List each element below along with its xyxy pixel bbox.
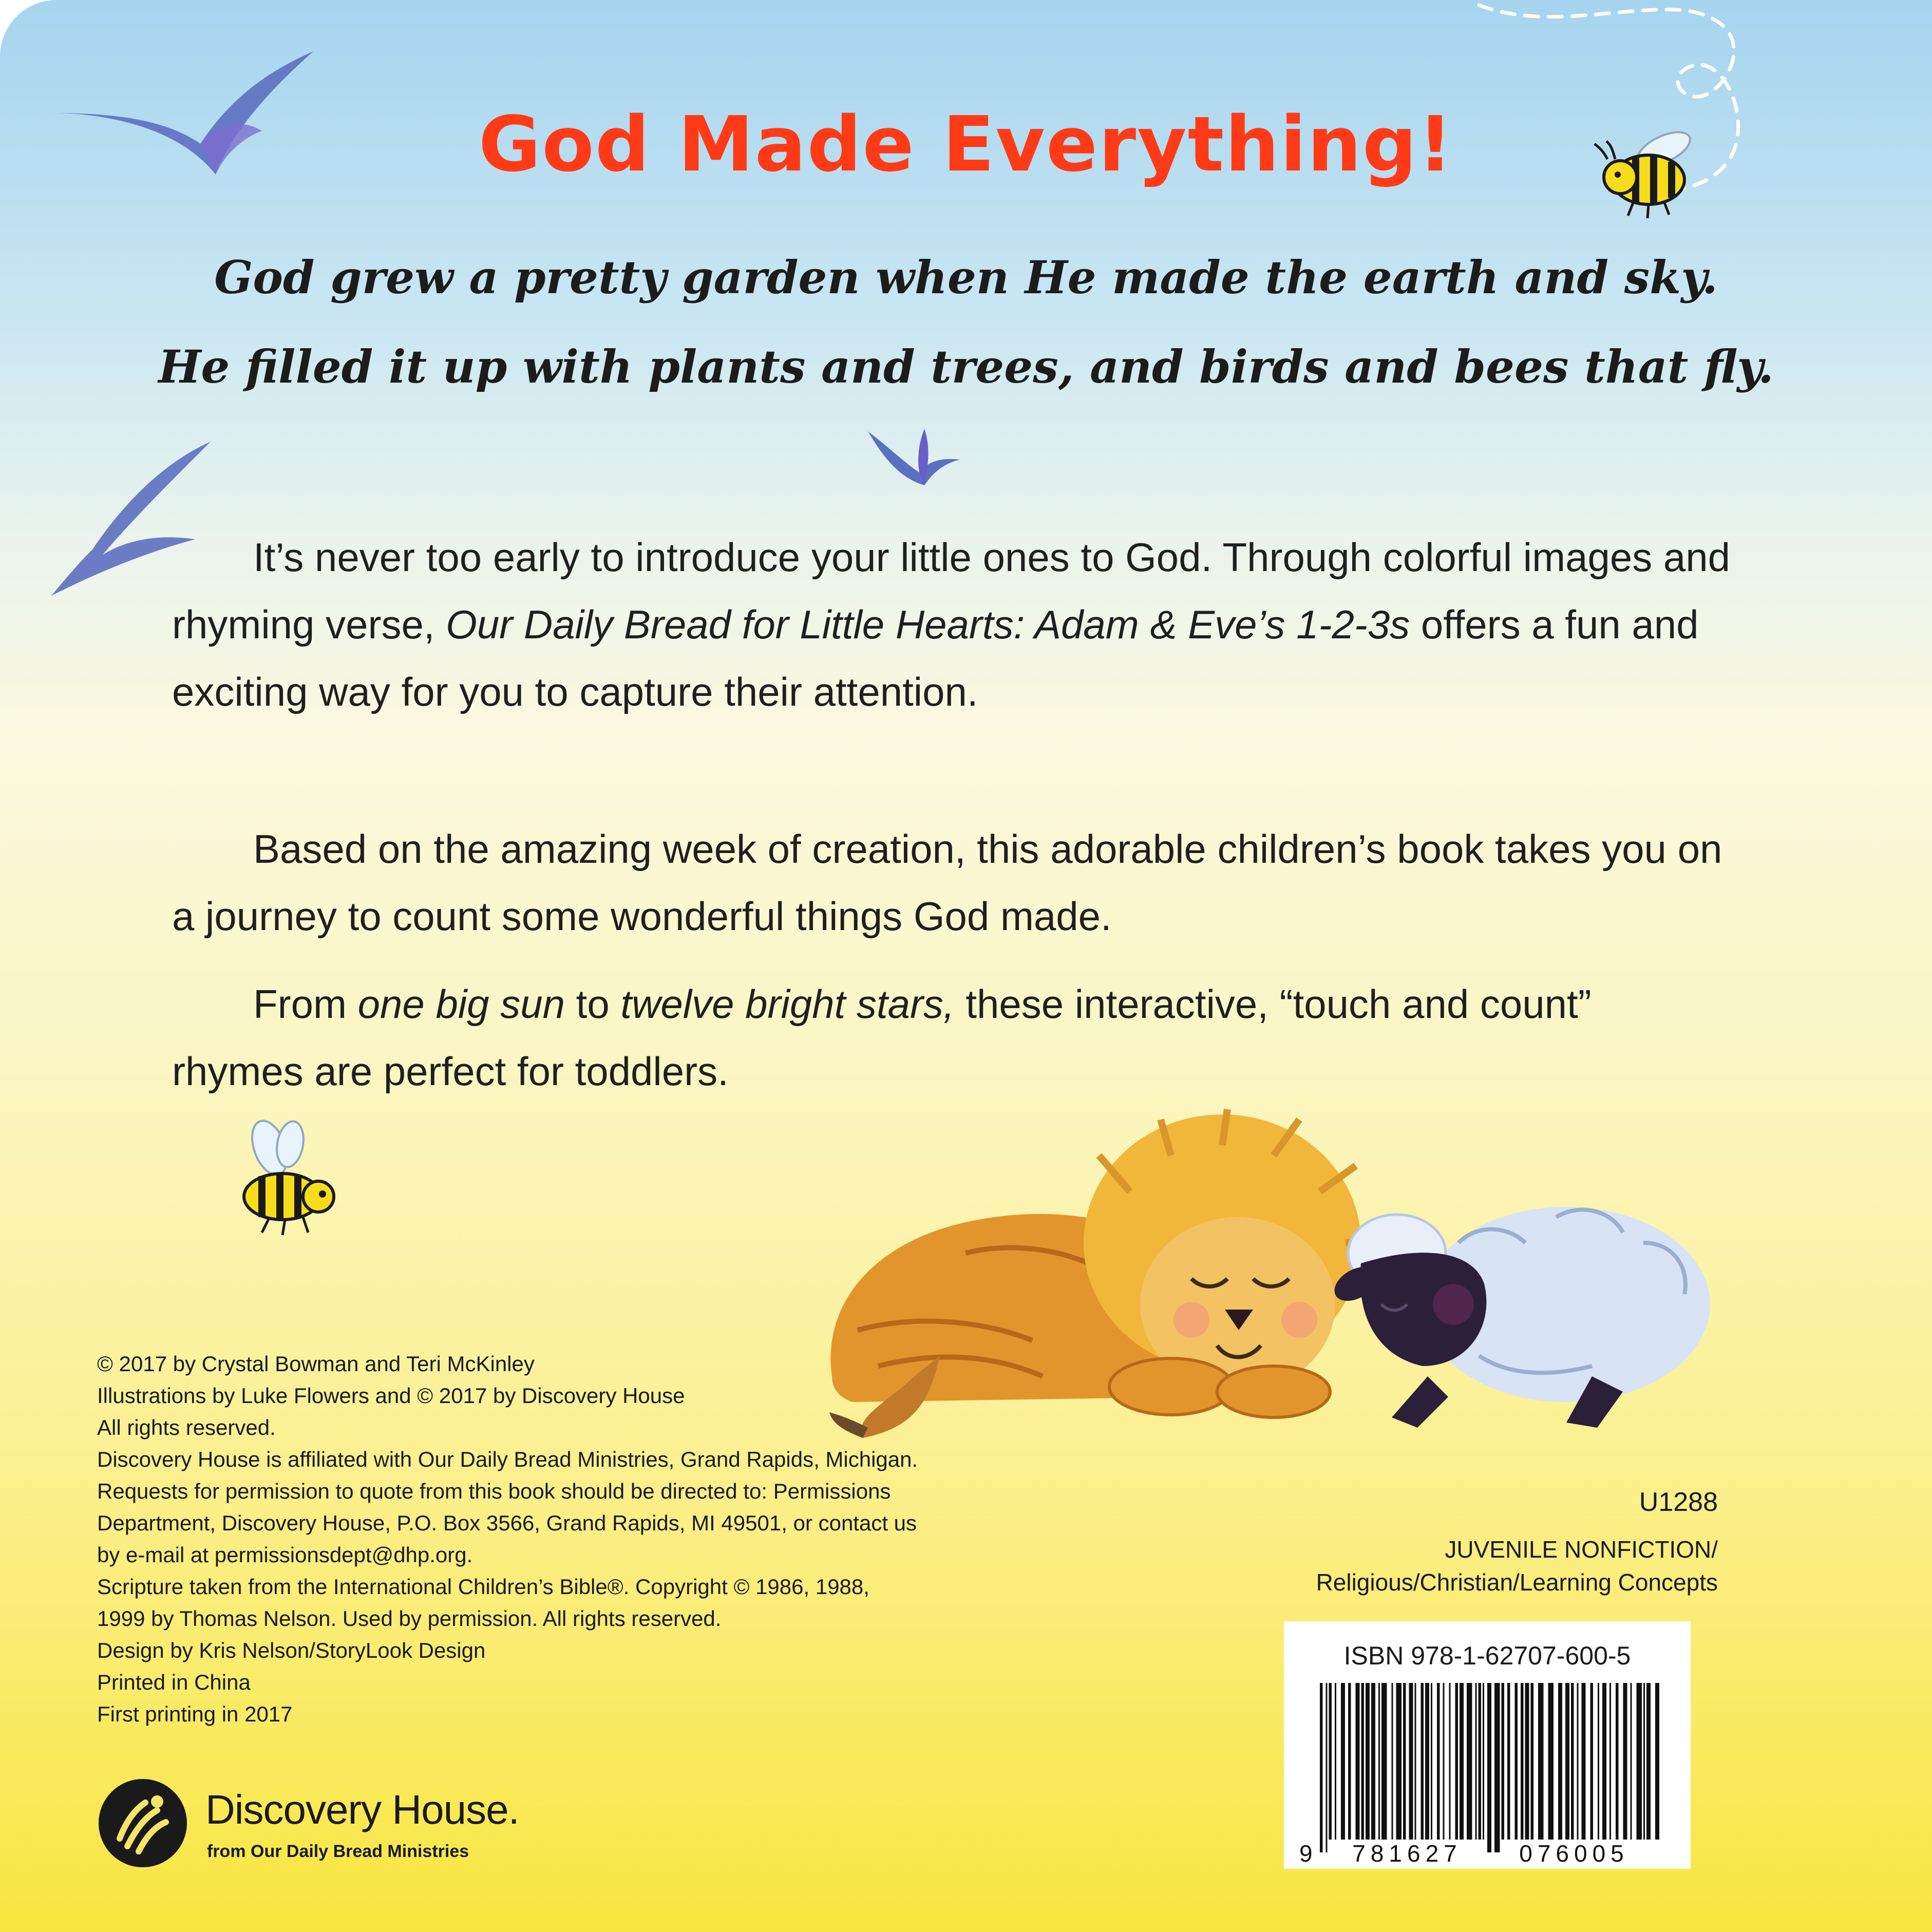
emphasis-text: twelve bright stars, bbox=[620, 981, 955, 1027]
barcode-bar bbox=[1361, 1683, 1365, 1840]
barcode-bar bbox=[1548, 1683, 1554, 1840]
credit-line: Requests for permission to quote from this book should be directed to: Permissions bbox=[97, 1479, 891, 1503]
lamb-illustration bbox=[1329, 1207, 1710, 1428]
barcode-bar bbox=[1538, 1683, 1544, 1840]
barcode-bar bbox=[1341, 1683, 1345, 1840]
barcode-bar bbox=[1460, 1683, 1464, 1840]
barcode-bar bbox=[1392, 1683, 1393, 1840]
copyright-credits bbox=[97, 1348, 1073, 1730]
barcode-bar bbox=[1598, 1683, 1599, 1840]
barcode-bar bbox=[1502, 1683, 1505, 1840]
barcode-bar bbox=[1582, 1683, 1586, 1840]
barcode-bar bbox=[1381, 1683, 1387, 1840]
barcode-bar bbox=[1521, 1683, 1524, 1840]
description-paragraph-1 bbox=[172, 524, 1731, 726]
description-text: these interactive, “touch and count” rhymes are perfect for toddlers. bbox=[172, 981, 1592, 1094]
credit-line: © 2017 by Crystal Bowman and Teri McKinley bbox=[97, 1352, 535, 1376]
barcode-bar bbox=[1326, 1683, 1328, 1852]
barcode-bar bbox=[1643, 1683, 1645, 1840]
publisher-tagline: from Our Daily Bread Ministries bbox=[207, 1842, 469, 1861]
credit-line: by e-mail at permissionsdept@dhp.org. bbox=[97, 1543, 473, 1567]
barcode-bar bbox=[1494, 1683, 1500, 1852]
emphasis-text: one big sun bbox=[357, 981, 565, 1027]
barcode-bar bbox=[1623, 1683, 1627, 1840]
description-text: It’s never too early to introduce your little ones to God. Through colorful images and rhyming verse, bbox=[172, 535, 1731, 647]
isbn-text: ISBN 978-1-62707-600-5 bbox=[1343, 1641, 1631, 1670]
barcode-bar bbox=[1396, 1683, 1402, 1840]
barcode-bar bbox=[1637, 1683, 1642, 1840]
description-text: Based on the amazing week of creation, this adorable children’s book takes you on a journey to count some wonderful things God made. bbox=[172, 826, 1722, 939]
barcode-bar bbox=[1320, 1683, 1323, 1852]
barcode-bar bbox=[1378, 1683, 1380, 1840]
barcode-bar bbox=[1356, 1683, 1360, 1840]
barcode-bar bbox=[1415, 1683, 1416, 1840]
publisher-name: Discovery House. bbox=[205, 1787, 519, 1832]
product-code: U1288 bbox=[1639, 1487, 1718, 1517]
barcode-bar bbox=[1467, 1683, 1472, 1840]
credit-line: First printing in 2017 bbox=[97, 1702, 293, 1726]
barcode-bar bbox=[1590, 1683, 1594, 1840]
credit-line: Illustrations by Luke Flowers and © 2017 by Discovery House bbox=[97, 1384, 685, 1408]
credit-line: Printed in China bbox=[97, 1670, 251, 1694]
barcode-bar bbox=[1335, 1683, 1336, 1840]
barcode-bar bbox=[1616, 1683, 1619, 1840]
credit-line: Department, Discovery House, P.O. Box 3566, Grand Rapids, MI 49501, or contact us bbox=[97, 1511, 917, 1535]
cover-title: God Made Everything! bbox=[478, 100, 1454, 188]
barcode-bar bbox=[1531, 1683, 1534, 1840]
barcode-bar bbox=[1348, 1683, 1351, 1840]
barcode-bar bbox=[1655, 1683, 1659, 1840]
barcode-bar bbox=[1443, 1683, 1445, 1840]
barcode-bar bbox=[1437, 1683, 1440, 1840]
credit-line: Scripture taken from the International Children’s Bible®. Copyright © 1986, 1988, bbox=[97, 1575, 869, 1599]
rhyme-line-1: God grew a pretty garden when He made the earth and sky. bbox=[214, 251, 1718, 304]
barcode-bar bbox=[1483, 1683, 1484, 1840]
barcode-digits: 076005 bbox=[1519, 1840, 1629, 1867]
barcode-digits: 781627 bbox=[1352, 1840, 1462, 1867]
barcode-bar bbox=[1507, 1683, 1510, 1840]
credit-line: All rights reserved. bbox=[97, 1415, 276, 1439]
barcode-bar bbox=[1479, 1683, 1482, 1840]
barcode-digits: 9 bbox=[1299, 1840, 1318, 1867]
bisac-category bbox=[1316, 1533, 1718, 1599]
barcode-bar bbox=[1455, 1683, 1459, 1840]
series-title: Our Daily Bread for Little Hearts: Adam & Eve’s 1-2-3s bbox=[446, 602, 1410, 647]
credit-line: Design by Kris Nelson/StoryLook Design bbox=[97, 1638, 486, 1662]
barcode-bar bbox=[1431, 1683, 1432, 1840]
barcode-bar bbox=[1371, 1683, 1375, 1840]
description-text: to bbox=[565, 981, 621, 1027]
barcode-bar bbox=[1425, 1683, 1429, 1840]
barcode-bar bbox=[1565, 1683, 1569, 1840]
barcode-bar bbox=[1571, 1683, 1574, 1840]
barcode-bar bbox=[1475, 1683, 1477, 1840]
barcode-bar bbox=[1421, 1683, 1424, 1840]
barcode-label bbox=[1284, 1621, 1691, 1869]
barcode-bar bbox=[1329, 1683, 1332, 1840]
barcode-bar bbox=[1487, 1683, 1491, 1852]
barcode-bar bbox=[1609, 1683, 1611, 1840]
rhyme-line-2: He filled it up with plants and trees, and birds and bees that fly. bbox=[158, 340, 1774, 393]
description-paragraph-2 bbox=[172, 816, 1731, 950]
barcode-bar bbox=[1366, 1683, 1370, 1840]
barcode-bar bbox=[1602, 1683, 1606, 1840]
barcode-bar bbox=[1577, 1683, 1579, 1840]
credit-line: 1999 by Thomas Nelson. Used by permission. All rights reserved. bbox=[97, 1606, 722, 1631]
barcode-bar bbox=[1646, 1683, 1651, 1840]
description-paragraph-3 bbox=[172, 971, 1731, 1105]
barcode-bar bbox=[1409, 1683, 1413, 1840]
category-line: JUVENILE NONFICTION/ bbox=[1445, 1536, 1718, 1563]
credit-line: Discovery House is affiliated with Our Daily Bread Ministries, Grand Rapids, Michigan. bbox=[97, 1447, 918, 1471]
barcode-bar bbox=[1403, 1683, 1406, 1840]
barcode-bar bbox=[1631, 1683, 1632, 1840]
barcode-bar bbox=[1525, 1683, 1529, 1840]
category-line: Religious/Christian/Learning Concepts bbox=[1316, 1569, 1718, 1596]
discovery-house-logo-icon bbox=[97, 1777, 189, 1869]
barcode-bar bbox=[1515, 1683, 1518, 1840]
description-text: From bbox=[253, 981, 358, 1027]
description-text: offers a fun and exciting way for you to capture their attention. bbox=[172, 602, 1699, 714]
bird-icon bbox=[863, 421, 965, 498]
barcode-bar bbox=[1449, 1683, 1451, 1840]
bee-icon bbox=[231, 1120, 344, 1238]
barcode-bar bbox=[1558, 1683, 1562, 1840]
